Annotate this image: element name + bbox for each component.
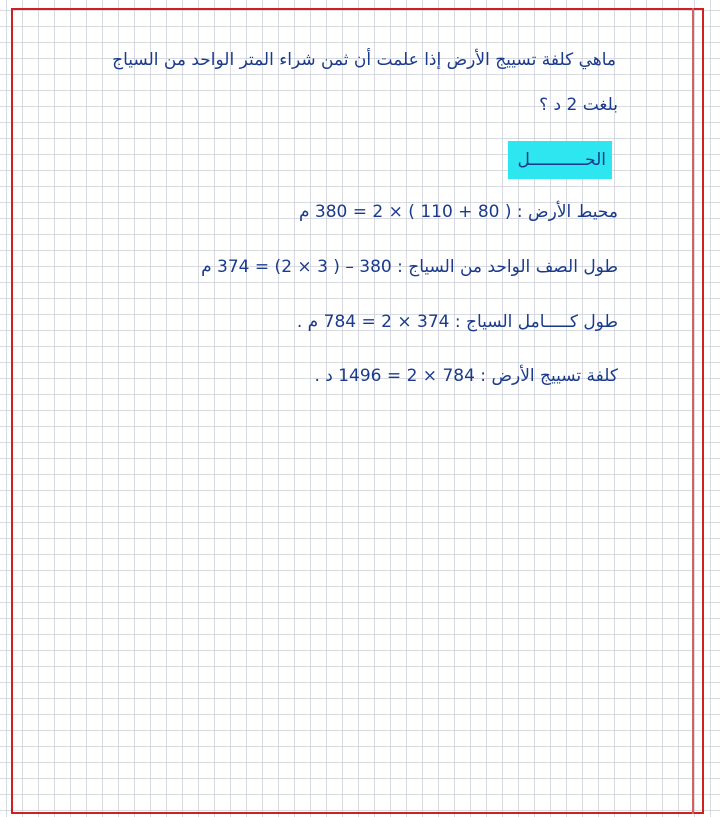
question-line-2: بلغت 2 د ؟ [539,95,618,115]
solution-heading-text: الحـــــــــــل [517,150,606,170]
solution-heading [508,141,612,179]
question-line-1: ماهي كلفة تسييج الأرض إذا علمت أن ثمن شراء المتر الواحد من السياج [112,50,616,70]
margin-line [692,8,694,814]
solution-step-cost: كلفة تسييج الأرض : 784 × 2 = 1496 د . [314,366,618,386]
solution-step-perimeter: محيط الأرض : ( 80 + 110 ) × 2 = 380 م [298,202,618,222]
page-border [11,8,704,814]
solution-step-row-length: طول الصف الواحد من السياج : 380 – ( 3 × 2) = 374 م [201,257,618,277]
solution-step-total-length: طول كـــــامل السياج : 374 × 2 = 784 م . [296,312,618,332]
